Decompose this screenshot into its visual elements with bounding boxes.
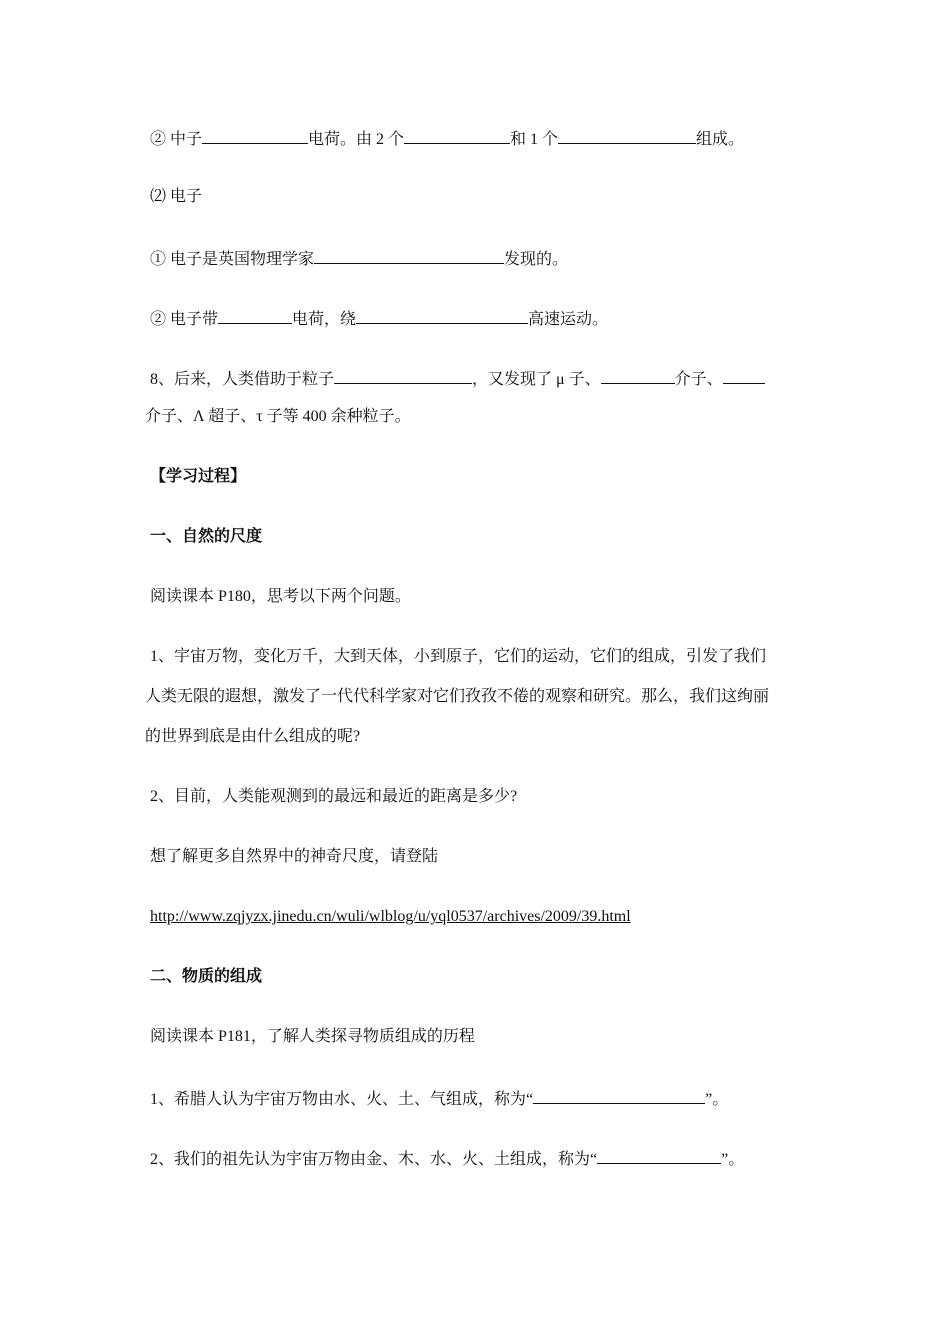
reading-instruction-2: 阅读课本 P181，了解人类探寻物质组成的历程 xyxy=(150,1028,475,1045)
electron-heading: ⑵ 电子 xyxy=(150,188,203,205)
blank-field[interactable] xyxy=(404,127,510,144)
blank-field[interactable] xyxy=(314,247,504,264)
blank-field[interactable] xyxy=(218,307,292,324)
text: 电荷。由 2 个 xyxy=(308,131,405,148)
electron-discovery-line xyxy=(150,247,568,270)
learning-process-heading: 【学习过程】 xyxy=(150,468,247,485)
reference-link[interactable]: http://www.zqjyzx.jinedu.cn/wuli/wlblog/u/yql0537/archives/2009/39.html xyxy=(150,908,631,925)
text: 组成。 xyxy=(696,131,745,148)
question-1-cont: 人类无限的遐想，激发了一代代科学家对它们孜孜不倦的观察和研究。那么，我们这绚丽 xyxy=(145,688,770,705)
text: ② 电子带 xyxy=(150,311,219,328)
neutron-line xyxy=(150,127,744,150)
text: 和 1 个 xyxy=(510,131,559,148)
particles-line-cont: 介子、Λ 超子、τ 子等 400 余种粒子。 xyxy=(145,408,411,425)
text: 1、希腊人认为宇宙万物由水、火、土、气组成，称为“ xyxy=(150,1091,534,1108)
text: ，又发现了 μ 子、 xyxy=(472,371,601,388)
blank-field[interactable] xyxy=(334,367,472,384)
question-1: 1、宇宙万物，变化万千，大到天体，小到原子，它们的运动，它们的组成，引发了我们 xyxy=(150,648,767,665)
blank-field[interactable] xyxy=(533,1087,705,1104)
text: 介子、 xyxy=(674,371,723,388)
blank-field[interactable] xyxy=(356,307,528,324)
question-2: 2、目前，人类能观测到的最远和最近的距离是多少? xyxy=(150,788,518,805)
blank-field[interactable] xyxy=(723,367,765,384)
electron-charge-line xyxy=(150,307,608,330)
blank-field[interactable] xyxy=(558,127,696,144)
particles-line xyxy=(150,367,765,390)
text: 电荷，绕 xyxy=(292,311,357,328)
text: ② 中子 xyxy=(150,131,203,148)
text: ① 电子是英国物理学家 xyxy=(150,251,315,268)
text: 高速运动。 xyxy=(528,311,609,328)
text: 发现的。 xyxy=(504,251,569,268)
text: ”。 xyxy=(721,1151,745,1168)
text: 8、后来，人类借助于粒子 xyxy=(150,371,335,388)
blank-field[interactable] xyxy=(202,127,308,144)
more-info-text: 想了解更多自然界中的神奇尺度，请登陆 xyxy=(150,848,439,865)
section-heading-matter: 二、物质的组成 xyxy=(150,968,263,985)
five-elements-line xyxy=(150,1147,744,1170)
text: ”。 xyxy=(705,1091,729,1108)
reading-instruction: 阅读课本 P180，思考以下两个问题。 xyxy=(150,588,411,605)
section-heading-scale: 一、自然的尺度 xyxy=(150,528,263,545)
question-1-cont: 的世界到底是由什么组成的呢? xyxy=(145,728,361,745)
greek-elements-line xyxy=(150,1087,728,1110)
blank-field[interactable] xyxy=(597,1147,721,1164)
blank-field[interactable] xyxy=(601,367,675,384)
text: 2、我们的祖先认为宇宙万物由金、木、水、火、土组成，称为“ xyxy=(150,1151,598,1168)
